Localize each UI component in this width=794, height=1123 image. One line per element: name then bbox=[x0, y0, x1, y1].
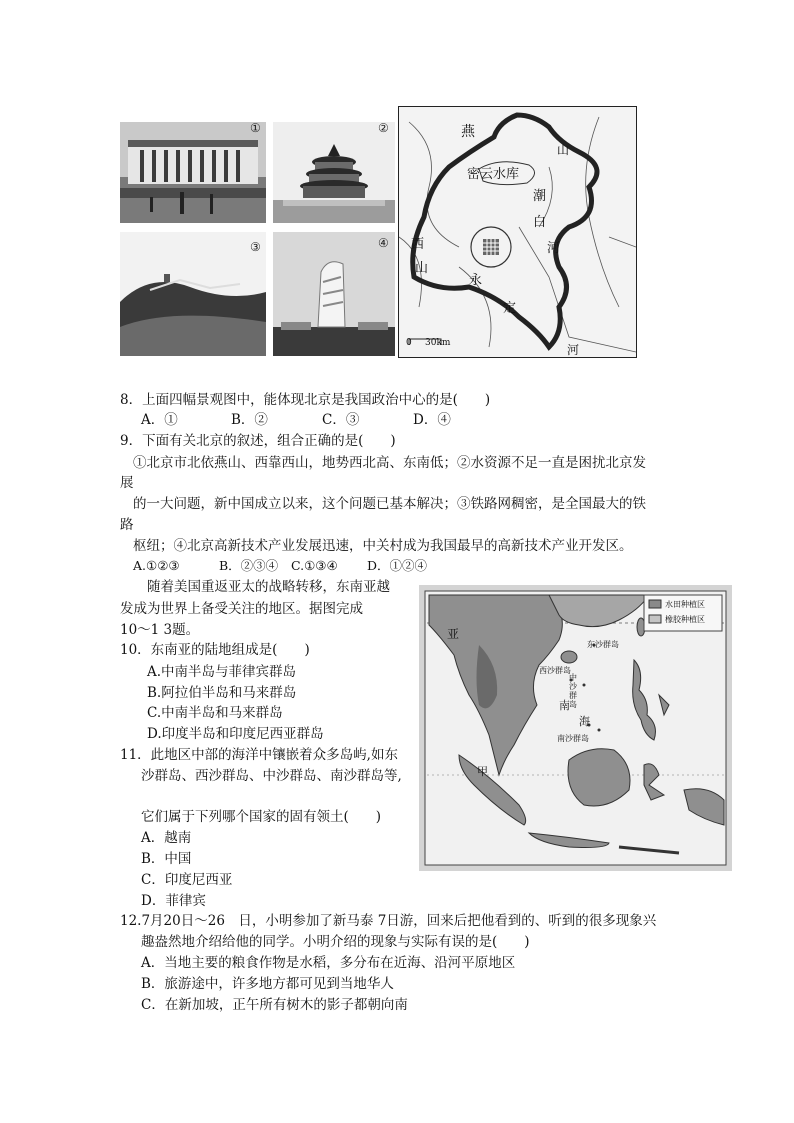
map-label-chao: 潮 bbox=[533, 189, 547, 204]
q9-body-2: 展 bbox=[120, 475, 134, 491]
q10-option-a: A.中南半岛与菲律宾群岛 bbox=[147, 664, 297, 680]
map-label-bai: 白 bbox=[533, 215, 547, 230]
q11-stem-2: 沙群岛、西沙群岛、中沙群岛、南沙群岛等, bbox=[141, 768, 402, 784]
q11-option-d: D．菲律宾 bbox=[141, 893, 206, 909]
q12-option-b: B．旅游途中，许多地方都可见到当地华人 bbox=[141, 976, 394, 992]
q9-option-b: B．②③④ bbox=[219, 558, 279, 573]
photo-great-hall bbox=[120, 122, 266, 223]
southeast-asia-map bbox=[419, 585, 732, 871]
q11-stem-3: 它们属于下列哪个国家的固有领土( ) bbox=[141, 809, 382, 825]
sea-map-label-ya: 亚 bbox=[447, 627, 460, 641]
photo-mark-4: ④ bbox=[378, 236, 389, 250]
sea-map-label-hai: 海 bbox=[579, 715, 590, 728]
q12-stem-1: 12.7月20日～26 日，小明参加了新马泰 7日游，回来后把他看到的、听到的很多现象兴 bbox=[120, 913, 657, 929]
intro-line-1: 随着美国重返亚太的战略转移，东南亚越 bbox=[147, 579, 390, 595]
q11-option-a: A．越南 bbox=[141, 830, 192, 846]
q10-stem: 10．东南亚的陆地组成是( ) bbox=[120, 642, 310, 658]
map-scale-distance: 30km bbox=[425, 338, 451, 348]
map-label-he-south: 河 bbox=[567, 343, 580, 357]
photo-mark-3: ③ bbox=[250, 240, 261, 254]
q10-option-b: B.阿拉伯半岛和马来群岛 bbox=[147, 685, 297, 701]
q10-option-c: C.中南半岛和马来群岛 bbox=[147, 705, 283, 721]
sea-map-label-zhongsha: 中沙群岛 bbox=[569, 673, 577, 709]
map-label-miyun-reservoir: 密云水库 bbox=[467, 167, 520, 182]
q12-option-a: A．当地主要的粮食作物是水稻，多分布在近海、沿河平原地区 bbox=[141, 955, 516, 971]
map-label-yong: 永 bbox=[469, 273, 483, 288]
sea-map-label-dongsha: 东沙群岛 bbox=[587, 640, 619, 649]
q11-option-b: B．中国 bbox=[141, 851, 192, 867]
q9-body-5: 枢纽；④北京高新技术产业发展迅速，中关村成为我国最早的高新技术产业开发区。 bbox=[133, 538, 633, 554]
q10-option-d: D.印度半岛和印度尼西亚群岛 bbox=[147, 726, 324, 742]
map-label-shan-north: 山 bbox=[557, 143, 570, 157]
photo-temple-of-heaven bbox=[273, 122, 395, 223]
sea-map-label-xisha: 西沙群岛 bbox=[539, 666, 571, 675]
photo-mark-2: ② bbox=[378, 121, 389, 135]
map-label-ding: 定 bbox=[503, 301, 517, 316]
sea-map-label-jia: 甲 bbox=[477, 765, 488, 778]
q12-option-c: C．在新加坡，正午所有树木的影子都朝向南 bbox=[141, 997, 408, 1013]
q11-stem-1: 11．此地区中部的海洋中镶嵌着众多岛屿,如东 bbox=[120, 747, 398, 763]
map-label-shan-west: 山 bbox=[415, 261, 429, 276]
q9-stem: 9．下面有关北京的叙述，组合正确的是( ) bbox=[120, 433, 396, 449]
q12-stem-2: 趣盎然地介绍给他的同学。小明介绍的现象与实际有误的是( ) bbox=[141, 934, 530, 950]
map-scale-zero: 0 bbox=[406, 338, 412, 348]
legend-paddy-label: 水田种植区 bbox=[665, 600, 705, 609]
q8-option-b: B．② bbox=[231, 412, 268, 428]
map-label-he-east: 河 bbox=[547, 241, 561, 256]
intro-line-3: 10～1 3题。 bbox=[120, 622, 200, 638]
photo-olympic-monument bbox=[273, 232, 395, 356]
q8-stem: 8．上面四幅景观图中，能体现北京是我国政治中心的是( ) bbox=[120, 392, 491, 408]
q9-option-a: A.①②③ bbox=[133, 558, 180, 573]
q8-option-c: C．③ bbox=[322, 412, 360, 428]
photo-badaling bbox=[120, 232, 266, 356]
q9-body-4: 路 bbox=[120, 517, 134, 533]
q8-option-a: A．① bbox=[141, 412, 178, 428]
intro-line-2: 发成为世界上备受关注的地区。据图完成 bbox=[120, 601, 363, 617]
q9-body-1: ①北京市北依燕山、西靠西山，地势西北高、东南低；②水资源不足一直是困扰北京发 bbox=[133, 455, 646, 471]
legend-rubber-label: 橡胶种植区 bbox=[665, 615, 705, 624]
map-label-yan: 燕 bbox=[461, 124, 475, 140]
q9-option-c: C.①③④ bbox=[291, 558, 338, 573]
sea-map-label-nan: 南 bbox=[559, 699, 570, 712]
q9-option-d: D．①②④ bbox=[367, 558, 428, 573]
sea-map-label-nansha: 南沙群岛 bbox=[557, 734, 589, 743]
photo-mark-1: ① bbox=[250, 121, 261, 135]
q9-body-3: 的一大问题，新中国成立以来，这个问题已基本解决；③铁路网稠密，是全国最大的铁 bbox=[133, 496, 646, 512]
beijing-map bbox=[398, 106, 637, 358]
map-label-xi: 西 bbox=[411, 237, 425, 252]
q11-option-c: C．印度尼西亚 bbox=[141, 872, 233, 888]
q8-option-d: D．④ bbox=[413, 412, 451, 428]
